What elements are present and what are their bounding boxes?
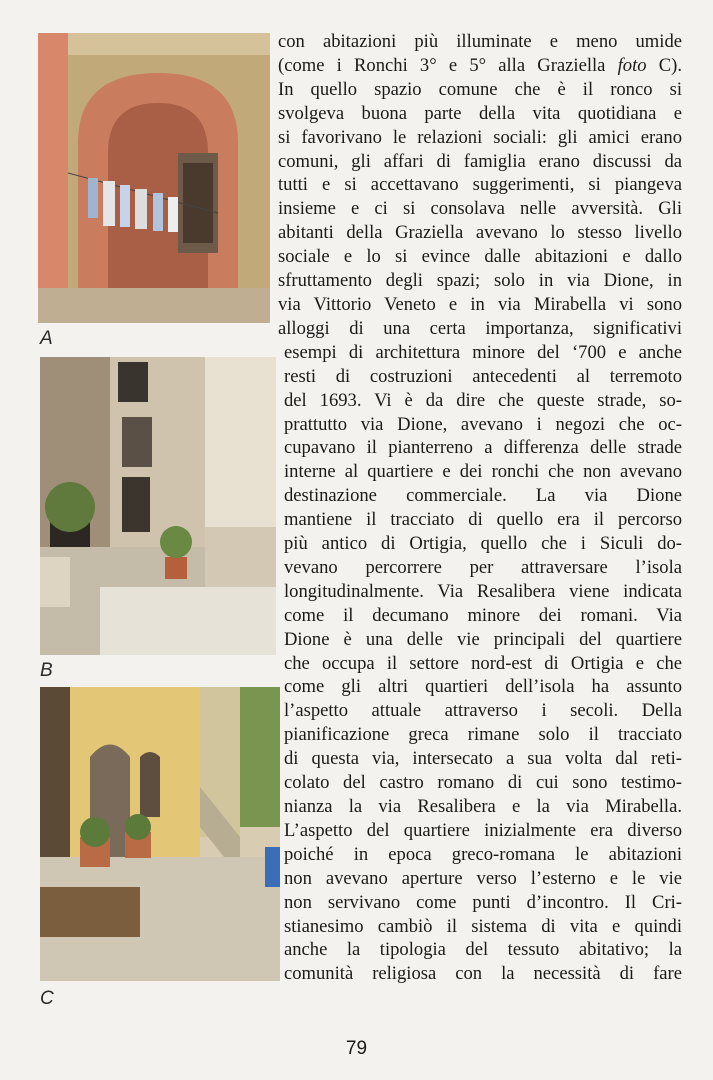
- text-line: L’aspetto del quartiere inizialmente era diverso: [284, 819, 682, 841]
- text-line: anche la tipologia del tessuto abitativo; la: [284, 939, 682, 961]
- text-line: comunità religiosa con la necessità di fare: [284, 963, 682, 985]
- text-line: vevano percorrere per attraversare l’isola: [284, 556, 682, 578]
- text-line: sfruttamento degli spazi; solo in via Dione, in: [278, 270, 682, 292]
- page-number: 79: [345, 1038, 368, 1059]
- text-line: non avevano aperture verso l’esterno e le vie: [284, 867, 682, 889]
- text-line: del 1693. Vi è da dire che queste strade, so-: [284, 389, 682, 411]
- caption-b: B: [40, 660, 53, 681]
- photo-a: [38, 33, 270, 323]
- text-line: più antico di Ortigia, quello che i Siculi do-: [284, 533, 682, 555]
- text-line: come gli altri quartieri dell’isola ha assunto: [284, 676, 682, 698]
- body-text: [278, 30, 682, 986]
- text-line: comuni, gli affari di famiglia erano discussi da: [278, 150, 682, 172]
- text-line: l’aspetto attuale attraverso i secoli. Della: [284, 700, 682, 722]
- text-line: si favorivano le relazioni sociali: gli amici erano: [278, 126, 682, 148]
- photo-a-image: [38, 33, 270, 323]
- text-line: interne al quartiere e dei ronchi che non avevano: [284, 461, 682, 483]
- text-line: (come i Ronchi 3° e 5° alla Graziella foto C).: [278, 54, 682, 76]
- text-line: In quello spazio comune che è il ronco si: [278, 78, 682, 100]
- text-line: colato del castro romano di cui sono testimo-: [284, 772, 682, 794]
- text-line: con abitazioni più illuminate e meno umide: [278, 31, 682, 52]
- text-line: sociale e lo si evince dalle abitazioni e dallo: [278, 246, 682, 268]
- text-line: longitudinalmente. Via Resalibera viene indicata: [284, 580, 682, 602]
- text-line: destinazione commerciale. La via Dione: [284, 485, 682, 507]
- text-line: pianificazione greca rimane solo il tracciato: [284, 724, 682, 746]
- text-line: alloggi di una certa importanza, significativi: [278, 317, 682, 339]
- text-line: nianza la via Resalibera e la via Mirabella.: [284, 796, 682, 817]
- caption-a: A: [40, 328, 53, 349]
- text-line: cupavano il pianterreno a differenza delle strade: [284, 437, 682, 459]
- text-line: esempi di architettura minore del ‘700 e anche: [284, 341, 682, 363]
- text-line: mantiene il tracciato di quello era il percorso: [284, 509, 682, 531]
- text-line: insieme e ci si consolava nelle avversità. Gli: [278, 198, 682, 220]
- text-line: di questa via, intersecato a sua volta dal reti-: [284, 748, 682, 770]
- text-line: abitanti della Graziella avevano lo stesso livello: [278, 222, 682, 244]
- text-line: che occupa il settore nord-est di Ortigia e che: [284, 652, 682, 674]
- text-line: stianesimo cambiò il sistema di vita e quindi: [284, 915, 682, 937]
- photo-b: [40, 357, 276, 655]
- photo-c-image: [40, 687, 280, 981]
- text-line: Dione è una delle vie principali del quartiere: [284, 628, 682, 650]
- text-line: prattutto via Dione, avevano i negozi che oc-: [284, 413, 682, 435]
- text-line: tutti e si accettavano suggerimenti, si piangeva: [278, 174, 682, 196]
- text-line: come il decumano minore dei romani. Via: [284, 604, 682, 626]
- photo-c: [40, 687, 280, 981]
- caption-c: C: [40, 988, 54, 1009]
- text-line: poiché in epoca greco-romana le abitazioni: [284, 843, 682, 865]
- text-line: resti di costruzioni antecedenti al terremoto: [284, 365, 682, 387]
- photo-b-image: [40, 357, 276, 655]
- text-line: via Vittorio Veneto e in via Mirabella vi sono: [278, 293, 682, 315]
- text-line: non servivano come punti d’incontro. Il Cri-: [284, 891, 682, 913]
- text-line: svolgeva buona parte della vita quotidiana e: [278, 102, 682, 124]
